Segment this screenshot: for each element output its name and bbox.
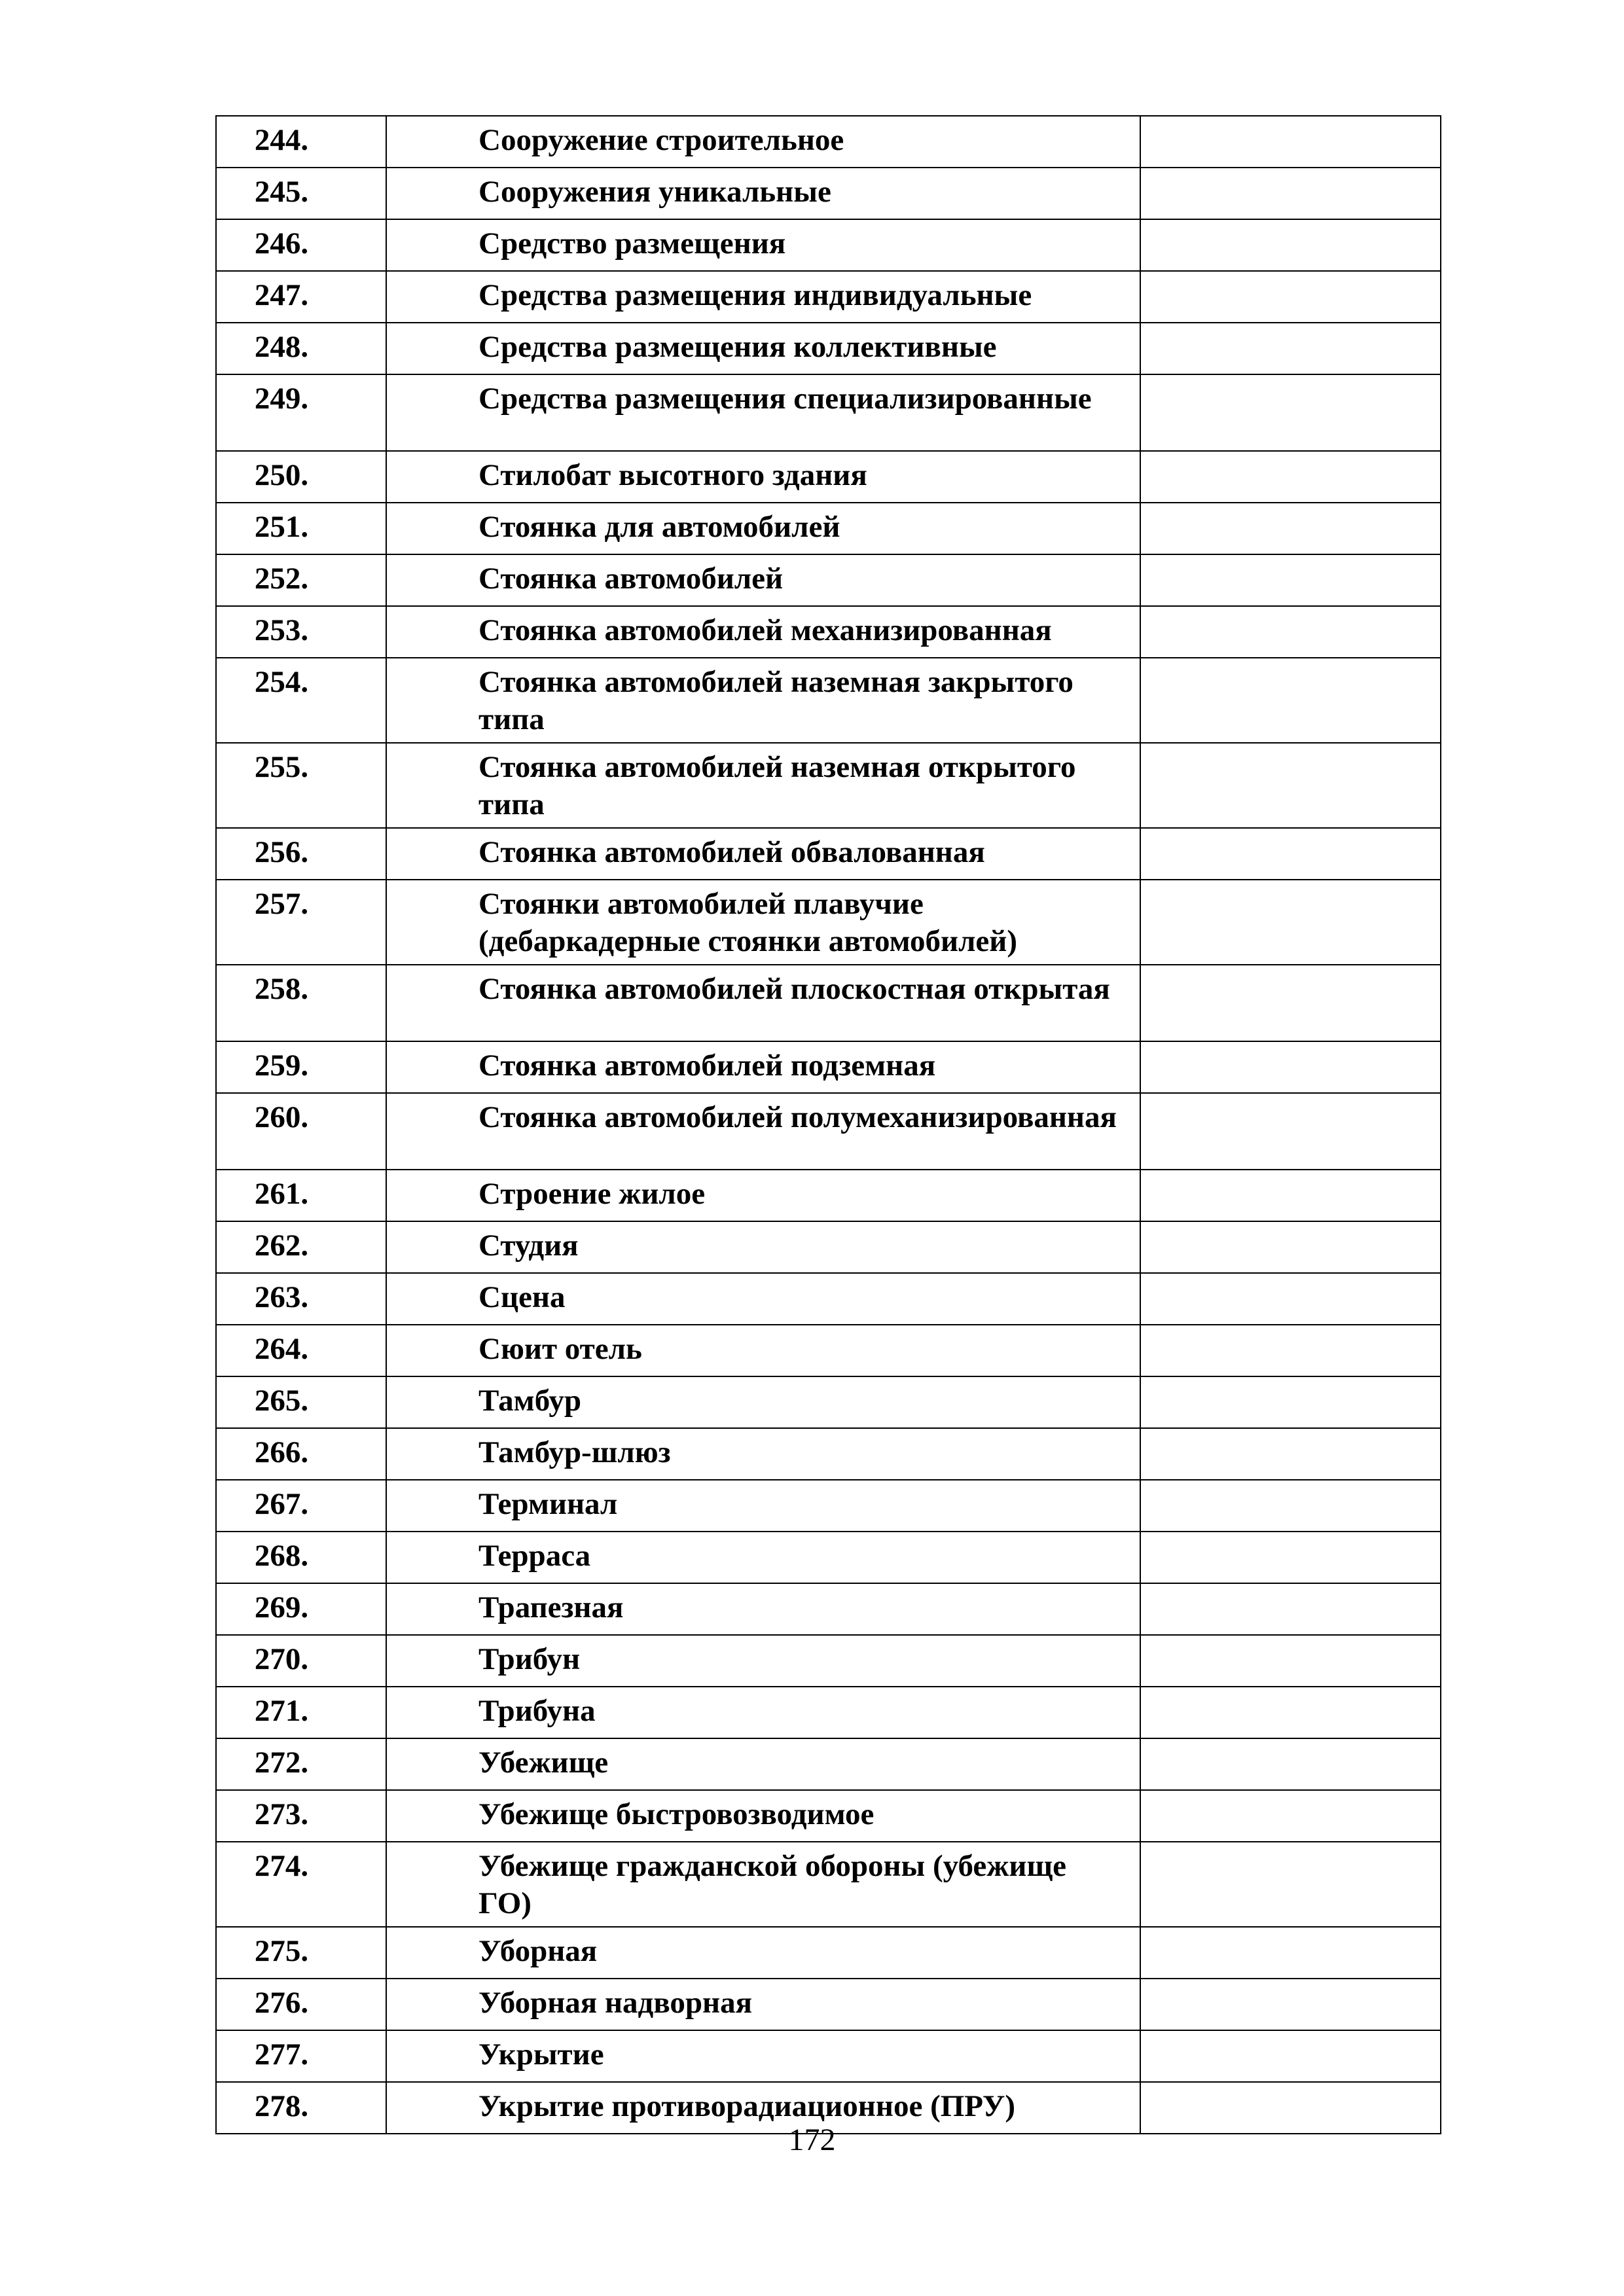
row-term: Стоянка автомобилей наземная закрытого типа bbox=[386, 658, 1140, 743]
row-number: 270. bbox=[216, 1635, 386, 1687]
row-term: Стилобат высотного здания bbox=[386, 451, 1140, 503]
row-number: 268. bbox=[216, 1532, 386, 1583]
row-number: 265. bbox=[216, 1376, 386, 1428]
table-row bbox=[216, 1170, 1441, 1221]
row-number: 261. bbox=[216, 1170, 386, 1221]
row-term: Тамбур-шлюз bbox=[386, 1428, 1140, 1480]
row-note bbox=[1140, 554, 1441, 606]
row-note bbox=[1140, 1093, 1441, 1170]
row-term: Стоянка автомобилей механизированная bbox=[386, 606, 1140, 658]
row-term: Средство размещения bbox=[386, 219, 1140, 271]
row-note bbox=[1140, 1842, 1441, 1927]
row-note bbox=[1140, 1790, 1441, 1842]
row-number: 275. bbox=[216, 1927, 386, 1979]
table-row bbox=[216, 880, 1441, 965]
row-term: Убежище bbox=[386, 1738, 1140, 1790]
table-row bbox=[216, 965, 1441, 1041]
table-row bbox=[216, 451, 1441, 503]
row-term: Сюит отель bbox=[386, 1325, 1140, 1376]
row-number: 257. bbox=[216, 880, 386, 965]
row-number: 269. bbox=[216, 1583, 386, 1635]
table-row bbox=[216, 168, 1441, 219]
row-term: Строение жилое bbox=[386, 1170, 1140, 1221]
row-term: Средства размещения индивидуальные bbox=[386, 271, 1140, 323]
table-row bbox=[216, 1583, 1441, 1635]
row-note bbox=[1140, 1480, 1441, 1532]
row-number: 267. bbox=[216, 1480, 386, 1532]
row-term: Стоянка автомобилей полумеханизированная bbox=[386, 1093, 1140, 1170]
row-term: Студия bbox=[386, 1221, 1140, 1273]
row-number: 260. bbox=[216, 1093, 386, 1170]
row-term: Стоянка для автомобилей bbox=[386, 503, 1140, 554]
table-row bbox=[216, 2030, 1441, 2082]
row-note bbox=[1140, 1687, 1441, 1738]
row-number: 256. bbox=[216, 828, 386, 880]
row-note bbox=[1140, 1221, 1441, 1273]
row-number: 264. bbox=[216, 1325, 386, 1376]
row-number: 272. bbox=[216, 1738, 386, 1790]
row-number: 273. bbox=[216, 1790, 386, 1842]
row-term: Сцена bbox=[386, 1273, 1140, 1325]
row-number: 271. bbox=[216, 1687, 386, 1738]
table-row bbox=[216, 658, 1441, 743]
table-row bbox=[216, 1532, 1441, 1583]
row-term: Терминал bbox=[386, 1480, 1140, 1532]
table-row bbox=[216, 219, 1441, 271]
row-number: 252. bbox=[216, 554, 386, 606]
row-term: Стоянка автомобилей обвалованная bbox=[386, 828, 1140, 880]
row-note bbox=[1140, 323, 1441, 374]
row-term: Стоянка автомобилей подземная bbox=[386, 1041, 1140, 1093]
row-note bbox=[1140, 1532, 1441, 1583]
row-note bbox=[1140, 880, 1441, 965]
terms-table bbox=[215, 115, 1441, 2134]
table-row bbox=[216, 503, 1441, 554]
table-row bbox=[216, 1480, 1441, 1532]
row-number: 274. bbox=[216, 1842, 386, 1927]
row-note bbox=[1140, 1170, 1441, 1221]
row-term: Убежище быстровозводимое bbox=[386, 1790, 1140, 1842]
row-term: Стоянка автомобилей наземная открытого типа bbox=[386, 743, 1140, 828]
terms-table-body bbox=[216, 116, 1441, 2134]
table-row bbox=[216, 271, 1441, 323]
row-note bbox=[1140, 828, 1441, 880]
table-row bbox=[216, 1428, 1441, 1480]
table-row bbox=[216, 323, 1441, 374]
row-number: 262. bbox=[216, 1221, 386, 1273]
row-note bbox=[1140, 1273, 1441, 1325]
table-row bbox=[216, 1790, 1441, 1842]
table-row bbox=[216, 116, 1441, 168]
table-row bbox=[216, 1376, 1441, 1428]
row-number: 263. bbox=[216, 1273, 386, 1325]
row-term: Сооружение строительное bbox=[386, 116, 1140, 168]
row-note bbox=[1140, 503, 1441, 554]
table-row bbox=[216, 1687, 1441, 1738]
row-note bbox=[1140, 1738, 1441, 1790]
table-row bbox=[216, 1635, 1441, 1687]
row-number: 249. bbox=[216, 374, 386, 451]
table-row bbox=[216, 828, 1441, 880]
row-note bbox=[1140, 374, 1441, 451]
row-number: 251. bbox=[216, 503, 386, 554]
row-number: 258. bbox=[216, 965, 386, 1041]
row-number: 266. bbox=[216, 1428, 386, 1480]
row-number: 259. bbox=[216, 1041, 386, 1093]
row-number: 246. bbox=[216, 219, 386, 271]
row-term: Убежище гражданской обороны (убежище ГО) bbox=[386, 1842, 1140, 1927]
table-row bbox=[216, 606, 1441, 658]
row-term: Тамбур bbox=[386, 1376, 1140, 1428]
table-row bbox=[216, 1979, 1441, 2030]
row-term: Уборная bbox=[386, 1927, 1140, 1979]
row-note bbox=[1140, 1041, 1441, 1093]
table-row bbox=[216, 374, 1441, 451]
row-note bbox=[1140, 1583, 1441, 1635]
row-term: Стоянка автомобилей bbox=[386, 554, 1140, 606]
row-term: Трапезная bbox=[386, 1583, 1140, 1635]
row-number: 247. bbox=[216, 271, 386, 323]
row-note bbox=[1140, 1927, 1441, 1979]
row-note bbox=[1140, 1428, 1441, 1480]
table-row bbox=[216, 1325, 1441, 1376]
row-note bbox=[1140, 1979, 1441, 2030]
row-number: 250. bbox=[216, 451, 386, 503]
table-row bbox=[216, 1927, 1441, 1979]
row-number: 253. bbox=[216, 606, 386, 658]
row-term: Трибун bbox=[386, 1635, 1140, 1687]
page-number: 172 bbox=[788, 2123, 836, 2157]
row-term: Терраса bbox=[386, 1532, 1140, 1583]
row-number: 278. bbox=[216, 2082, 386, 2134]
row-note bbox=[1140, 606, 1441, 658]
row-note bbox=[1140, 1376, 1441, 1428]
row-note bbox=[1140, 965, 1441, 1041]
row-note bbox=[1140, 1635, 1441, 1687]
row-term: Стоянки автомобилей плавучие (дебаркадерные стоянки автомобилей) bbox=[386, 880, 1140, 965]
row-term: Укрытие bbox=[386, 2030, 1140, 2082]
row-number: 248. bbox=[216, 323, 386, 374]
row-number: 277. bbox=[216, 2030, 386, 2082]
table-row bbox=[216, 554, 1441, 606]
table-row bbox=[216, 1273, 1441, 1325]
row-note bbox=[1140, 743, 1441, 828]
row-term: Средства размещения коллективные bbox=[386, 323, 1140, 374]
row-note bbox=[1140, 1325, 1441, 1376]
row-term: Уборная надворная bbox=[386, 1979, 1140, 2030]
row-number: 254. bbox=[216, 658, 386, 743]
row-number: 255. bbox=[216, 743, 386, 828]
table-row bbox=[216, 1221, 1441, 1273]
row-term: Средства размещения специализированные bbox=[386, 374, 1140, 451]
row-term: Стоянка автомобилей плоскостная открытая bbox=[386, 965, 1140, 1041]
row-number: 276. bbox=[216, 1979, 386, 2030]
row-number: 245. bbox=[216, 168, 386, 219]
table-row bbox=[216, 1041, 1441, 1093]
row-term: Укрытие противорадиационное (ПРУ) bbox=[386, 2082, 1140, 2134]
row-term: Сооружения уникальные bbox=[386, 168, 1140, 219]
row-note bbox=[1140, 658, 1441, 743]
row-term: Трибуна bbox=[386, 1687, 1140, 1738]
row-note bbox=[1140, 271, 1441, 323]
table-row bbox=[216, 1738, 1441, 1790]
table-row bbox=[216, 1093, 1441, 1170]
row-number: 244. bbox=[216, 116, 386, 168]
row-note bbox=[1140, 219, 1441, 271]
row-note bbox=[1140, 116, 1441, 168]
table-row bbox=[216, 1842, 1441, 1927]
row-note bbox=[1140, 168, 1441, 219]
table-row bbox=[216, 743, 1441, 828]
row-note bbox=[1140, 451, 1441, 503]
row-note bbox=[1140, 2030, 1441, 2082]
